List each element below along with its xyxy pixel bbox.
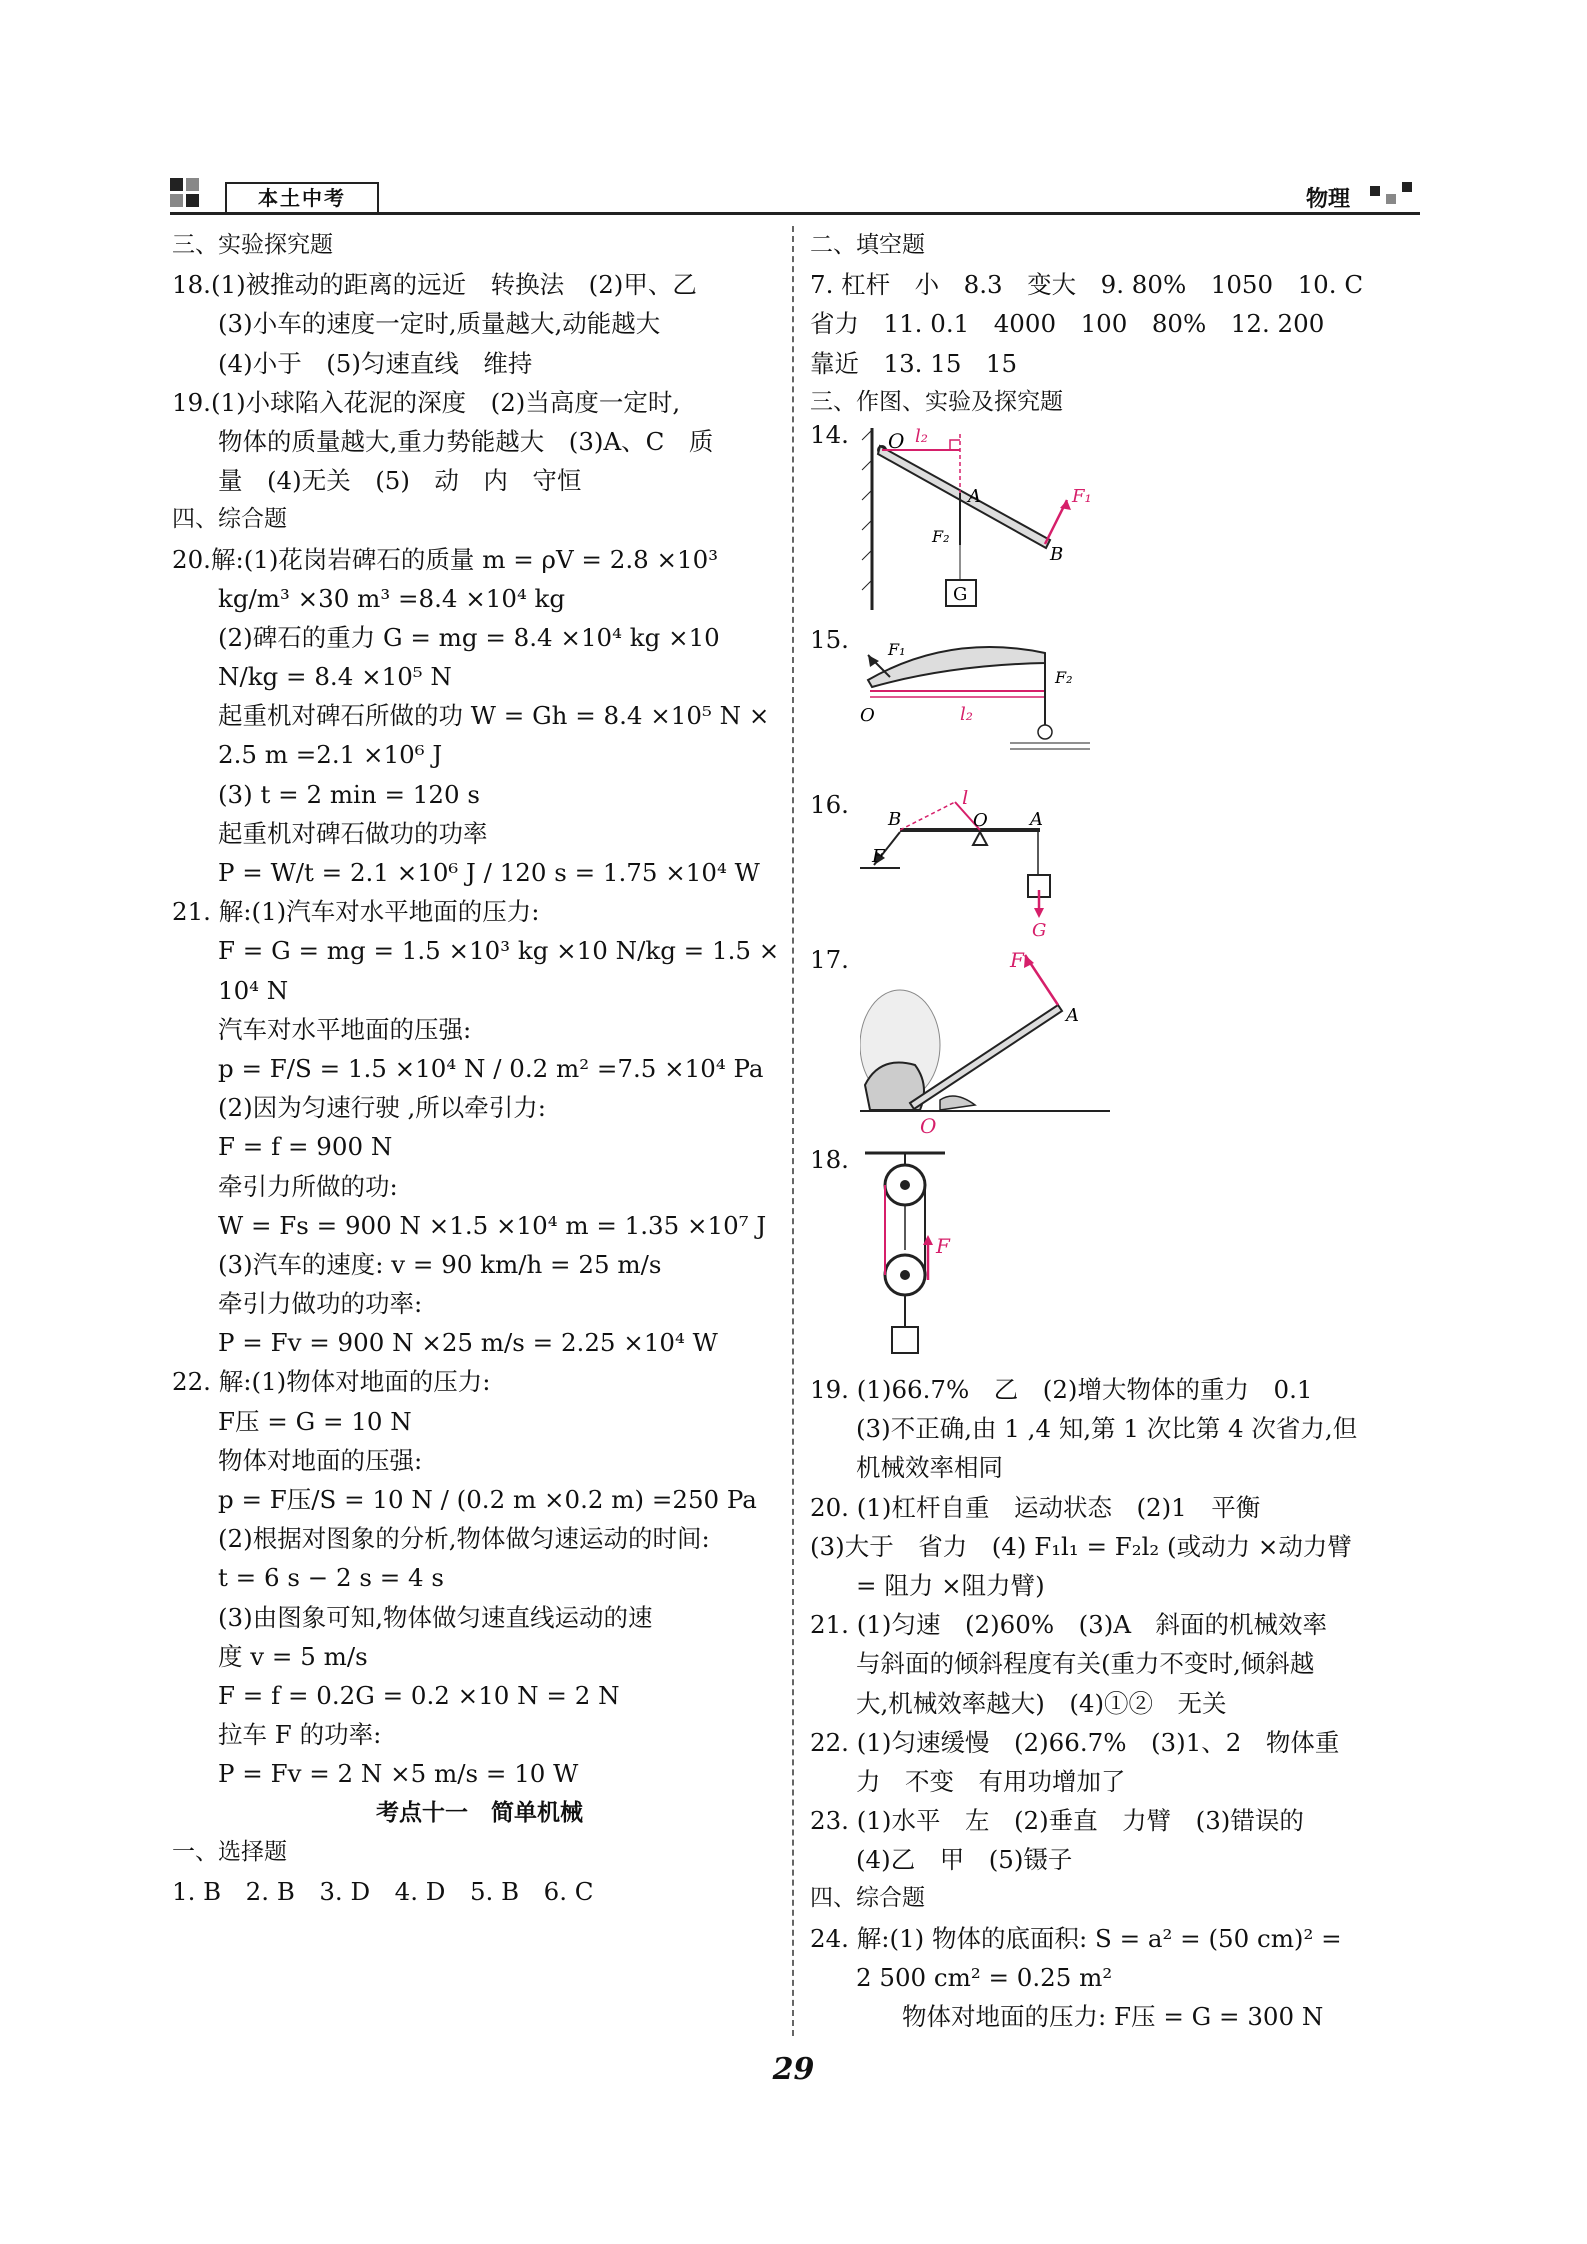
text-line: t = 6 s − 2 s = 4 s: [218, 1563, 445, 1593]
text-line: 度 v = 5 m/s: [218, 1641, 368, 1671]
label-G: G: [953, 584, 968, 605]
text-line: (4)小于 (5)匀速直线 维持: [218, 348, 533, 378]
fulcrum: [973, 832, 987, 845]
text-line: 1. B 2. B 3. D 4. D 5. B 6. C: [172, 1876, 594, 1906]
text-line: 21. 解:(1)汽车对水平地面的压力:: [172, 897, 540, 927]
label-F: F: [872, 846, 885, 867]
text-line: 24. 解:(1) 物体的底面积: S = a² = (50 cm)² =: [810, 1923, 1342, 1953]
text-line: 三、实验探究题: [172, 232, 333, 258]
text-line: p = F/S = 1.5 ×10⁴ N / 0.2 m² =7.5 ×10⁴ Pa: [218, 1053, 764, 1083]
text-line: 10⁴ N: [218, 975, 289, 1005]
label-B: B: [1050, 544, 1064, 565]
text-line: F = f = 900 N: [218, 1132, 393, 1162]
label-F: F: [1010, 948, 1024, 972]
text-line: = 阻力 ×阻力臂): [856, 1570, 1045, 1600]
figure-15: [810, 625, 1110, 780]
figure-16: [810, 790, 1110, 940]
text-line: 机械效率相同: [856, 1453, 1003, 1483]
text-line: 19. (1)66.7% 乙 (2)增大物体的重力 0.1: [810, 1375, 1313, 1404]
pulley-diagram-18: [860, 1145, 1000, 1370]
header-rule: [170, 212, 1420, 215]
label-O: O: [920, 1114, 937, 1135]
figure-number: 17.: [810, 945, 849, 974]
text-line: 20. (1)杠杆自重 运动状态 (2)1 平衡: [810, 1492, 1261, 1522]
text-line: F压 = G = 10 N: [218, 1406, 412, 1436]
text-line: 7. 杠杆 小 8.3 变大 9. 80% 1050 10. C: [810, 270, 1364, 300]
text-line: 23. (1)水平 左 (2)垂直 力臂 (3)错误的: [810, 1806, 1304, 1836]
lever-diagram-14: [860, 420, 1100, 620]
text-line: P = W/t = 2.1 ×10⁶ J / 120 s = 1.75 ×10⁴ W: [218, 858, 760, 887]
lever-diagram-16: [860, 790, 1100, 940]
text-line: 一、选择题: [172, 1838, 287, 1865]
text-line: (2)根据对图象的分析,物体做匀速运动的时间:: [218, 1524, 710, 1554]
text-line: (2)碑石的重力 G = mg = 8.4 ×10⁴ kg ×10: [218, 622, 720, 652]
right-column-bottom: [810, 1370, 1430, 2036]
text-line: 物体对地面的压力: F压 = G = 300 N: [902, 2002, 1324, 2031]
figure-number: 16.: [810, 790, 849, 819]
label-O: O: [973, 810, 988, 831]
label-F2: F₂: [1055, 668, 1073, 687]
label-l: l: [962, 790, 969, 809]
text-line: (4)乙 甲 (5)镊子: [856, 1845, 1073, 1875]
text-line: 起重机对碑石所做的功 W = Gh = 8.4 ×10⁵ N ×: [218, 701, 770, 731]
text-line: 三、作图、实验及探究题: [810, 388, 1063, 415]
text-line: kg/m³ ×30 m³ =8.4 ×10⁴ kg: [218, 583, 566, 613]
text-line: 牵引力所做的功:: [218, 1171, 398, 1201]
text-line: 19.(1)小球陷入花泥的深度 (2)当高度一定时,: [172, 387, 681, 417]
label-O: O: [888, 429, 905, 453]
text-line: 考点十一 简单机械: [376, 1799, 583, 1826]
left-column: [172, 226, 787, 1911]
text-line: 物体对地面的压强:: [218, 1445, 423, 1475]
text-line: 力 不变 有用功增加了: [856, 1766, 1126, 1796]
small-rock: [940, 1096, 975, 1110]
deco-square-icon: [1402, 182, 1412, 192]
text-line: 量 (4)无关 (5) 动 内 守恒: [218, 466, 582, 496]
text-line: 大,机械效率越大) (4)①② 无关: [856, 1688, 1227, 1718]
label-l2: l₂: [915, 426, 928, 447]
text-line: 2 500 cm² = 0.25 m²: [856, 1962, 1113, 1992]
figure-14: [810, 420, 1110, 620]
text-line: P = Fv = 900 N ×25 m/s = 2.25 ×10⁴ W: [218, 1328, 718, 1358]
page-number: 29: [772, 2052, 815, 2087]
label-F1: F₁: [1072, 486, 1092, 507]
text-line: (3)大于 省力 (4) F₁l₁ = F₂l₂ (或动力 ×动力臂: [810, 1531, 1352, 1561]
label-A: A: [1066, 1005, 1079, 1026]
text-line: 22. (1)匀速缓慢 (2)66.7% (3)1、2 物体重: [810, 1727, 1340, 1757]
text-line: F = f = 0.2G = 0.2 ×10 N = 2 N: [218, 1680, 620, 1710]
label-B: B: [888, 809, 902, 830]
label-l2: l₂: [960, 704, 973, 725]
text-line: 21. (1)匀速 (2)60% (3)A 斜面的机械效率: [810, 1610, 1328, 1640]
text-line: 20.解:(1)花岗岩碑石的质量 m = ρV = 2.8 ×10³: [172, 544, 719, 574]
figure-number: 18.: [810, 1145, 849, 1174]
text-line: 四、综合题: [172, 506, 287, 533]
column-divider: [792, 226, 794, 2036]
label-A: A: [968, 486, 981, 507]
label-F1: F₁: [888, 640, 906, 659]
text-line: F = G = mg = 1.5 ×10³ kg ×10 N/kg = 1.5 ×: [218, 936, 780, 966]
text-line: 四、综合题: [810, 1885, 925, 1912]
text-line: (2)因为匀速行驶 ,所以牵引力:: [218, 1093, 547, 1123]
subject-title: 物理: [1305, 187, 1350, 212]
text-line: 汽车对水平地面的压强:: [218, 1014, 472, 1044]
text-line: (3)小车的速度一定时,质量越大,动能越大: [218, 309, 661, 339]
text-line: 牵引力做功的功率:: [218, 1289, 423, 1319]
text-line: (3) t = 2 min = 120 s: [218, 779, 480, 809]
lever-bar: [878, 446, 1050, 548]
deco-square-icon: [1370, 186, 1380, 196]
text-line: P = Fv = 2 N ×5 m/s = 10 W: [218, 1759, 579, 1789]
figure-18: [810, 1145, 1110, 1370]
text-line: 2.5 m =2.1 ×10⁶ J: [218, 740, 443, 770]
crowbar-diagram-17: [860, 945, 1120, 1135]
right-column-top: [810, 226, 1430, 422]
text-line: 18.(1)被推动的距离的远近 转换法 (2)甲、乙: [172, 270, 697, 300]
figure-number: 15.: [810, 625, 849, 654]
text-line: W = Fs = 900 N ×1.5 ×10⁴ m = 1.35 ×10⁷ J: [218, 1210, 767, 1240]
text-line: p = F压/S = 10 N / (0.2 m ×0.2 m) =250 Pa: [218, 1485, 757, 1514]
load-box: [892, 1327, 918, 1353]
text-line: 二、填空题: [810, 232, 925, 258]
text-line: 起重机对碑石做功的功率: [218, 818, 488, 848]
logo-square-icon: [186, 178, 199, 191]
label-F2: F₂: [932, 527, 950, 546]
logo-square-icon: [170, 194, 183, 207]
figure-number: 14.: [810, 420, 849, 449]
label-G: G: [1032, 920, 1047, 940]
label-F: F: [936, 1234, 950, 1258]
text-line: 靠近 13. 15 15: [810, 348, 1018, 378]
book-title: 本土中考: [225, 182, 379, 214]
text-line: 物体的质量越大,重力势能越大 (3)A、C 质: [218, 426, 714, 456]
text-line: (3)由图象可知,物体做匀速直线运动的速: [218, 1602, 653, 1632]
fish-icon: [1038, 725, 1052, 739]
label-A: A: [1030, 809, 1043, 830]
text-line: 省力 11. 0.1 4000 100 80% 12. 200: [810, 309, 1325, 339]
logo-square-icon: [186, 194, 199, 207]
logo-square-icon: [170, 178, 183, 191]
text-line: 22. 解:(1)物体对地面的压力:: [172, 1367, 491, 1397]
text-line: (3)汽车的速度: v = 90 km/h = 25 m/s: [218, 1249, 662, 1279]
text-line: N/kg = 8.4 ×10⁵ N: [218, 662, 452, 692]
text-line: 拉车 F 的功率:: [218, 1720, 382, 1750]
label-O: O: [860, 705, 875, 726]
page-header: [170, 178, 1420, 222]
deco-square-icon: [1386, 194, 1396, 204]
text-line: (3)不正确,由 1 ,4 知,第 1 次比第 4 次省力,但: [856, 1414, 1358, 1444]
text-line: 与斜面的倾斜程度有关(重力不变时,倾斜越: [856, 1649, 1315, 1679]
oar-diagram-15: [860, 625, 1100, 775]
figure-17: [810, 945, 1110, 1135]
